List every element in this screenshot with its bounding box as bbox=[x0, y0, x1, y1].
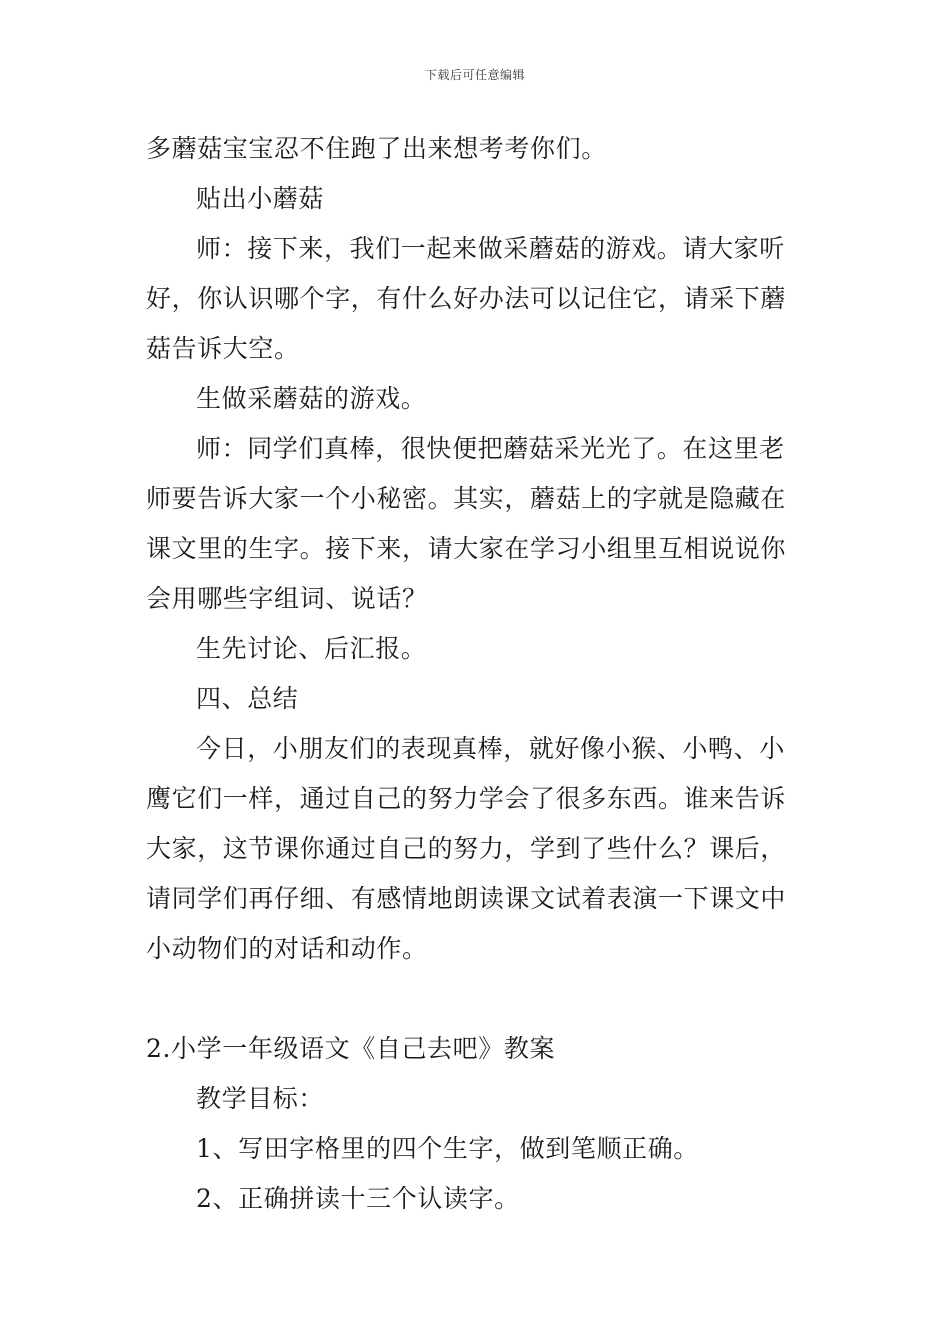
paragraph-line: 生先讨论、后汇报。 bbox=[196, 634, 427, 663]
document-body bbox=[146, 124, 811, 1224]
paragraph-line: 鹰它们一样，通过自己的努力学会了很多东西。谁来告诉 bbox=[146, 784, 787, 813]
page-header: 下载后可任意编辑 bbox=[424, 68, 525, 82]
paragraph-line: 好，你认识哪个字，有什么好办法可以记住它，请采下蘑 bbox=[146, 284, 787, 313]
paragraph-line: 大家，这节课你通过自己的努力，学到了些什么？课后， bbox=[146, 834, 787, 863]
paragraph-line: 课文里的生字。接下来，请大家在学习小组里互相说说你 bbox=[146, 534, 787, 563]
list-item: 1、写田字格里的四个生字，做到笔顺正确。 bbox=[196, 1134, 699, 1163]
paragraph-line: 小动物们的对话和动作。 bbox=[146, 934, 428, 963]
paragraph-line: 贴出小蘑菇 bbox=[196, 184, 325, 213]
paragraph-line: 师：同学们真棒，很快便把蘑菇采光光了。在这里老 bbox=[196, 434, 785, 463]
section-heading: 四、总结 bbox=[196, 684, 299, 713]
paragraph-line: 会用哪些字组词、说话？ bbox=[146, 584, 428, 613]
section-heading: 教学目标： bbox=[196, 1084, 325, 1113]
list-item: 2、正确拼读十三个认读字。 bbox=[196, 1184, 520, 1213]
paragraph-line: 师：接下来，我们一起来做采蘑菇的游戏。请大家听 bbox=[196, 234, 785, 263]
lesson-title: 2.小学一年级语文《自己去吧》教案 bbox=[146, 1034, 556, 1063]
paragraph-line: 今日，小朋友们的表现真棒，就好像小猴、小鸭、小 bbox=[196, 734, 785, 763]
paragraph-line: 菇告诉大空。 bbox=[146, 334, 300, 363]
paragraph-line: 师要告诉大家一个小秘密。其实，蘑菇上的字就是隐藏在 bbox=[146, 484, 787, 513]
paragraph-line: 生做采蘑菇的游戏。 bbox=[196, 384, 427, 413]
paragraph-line: 请同学们再仔细、有感情地朗读课文试着表演一下课文中 bbox=[146, 884, 787, 913]
paragraph-line: 多蘑菇宝宝忍不住跑了出来想考考你们。 bbox=[146, 134, 607, 163]
blank-spacer bbox=[146, 974, 811, 1024]
